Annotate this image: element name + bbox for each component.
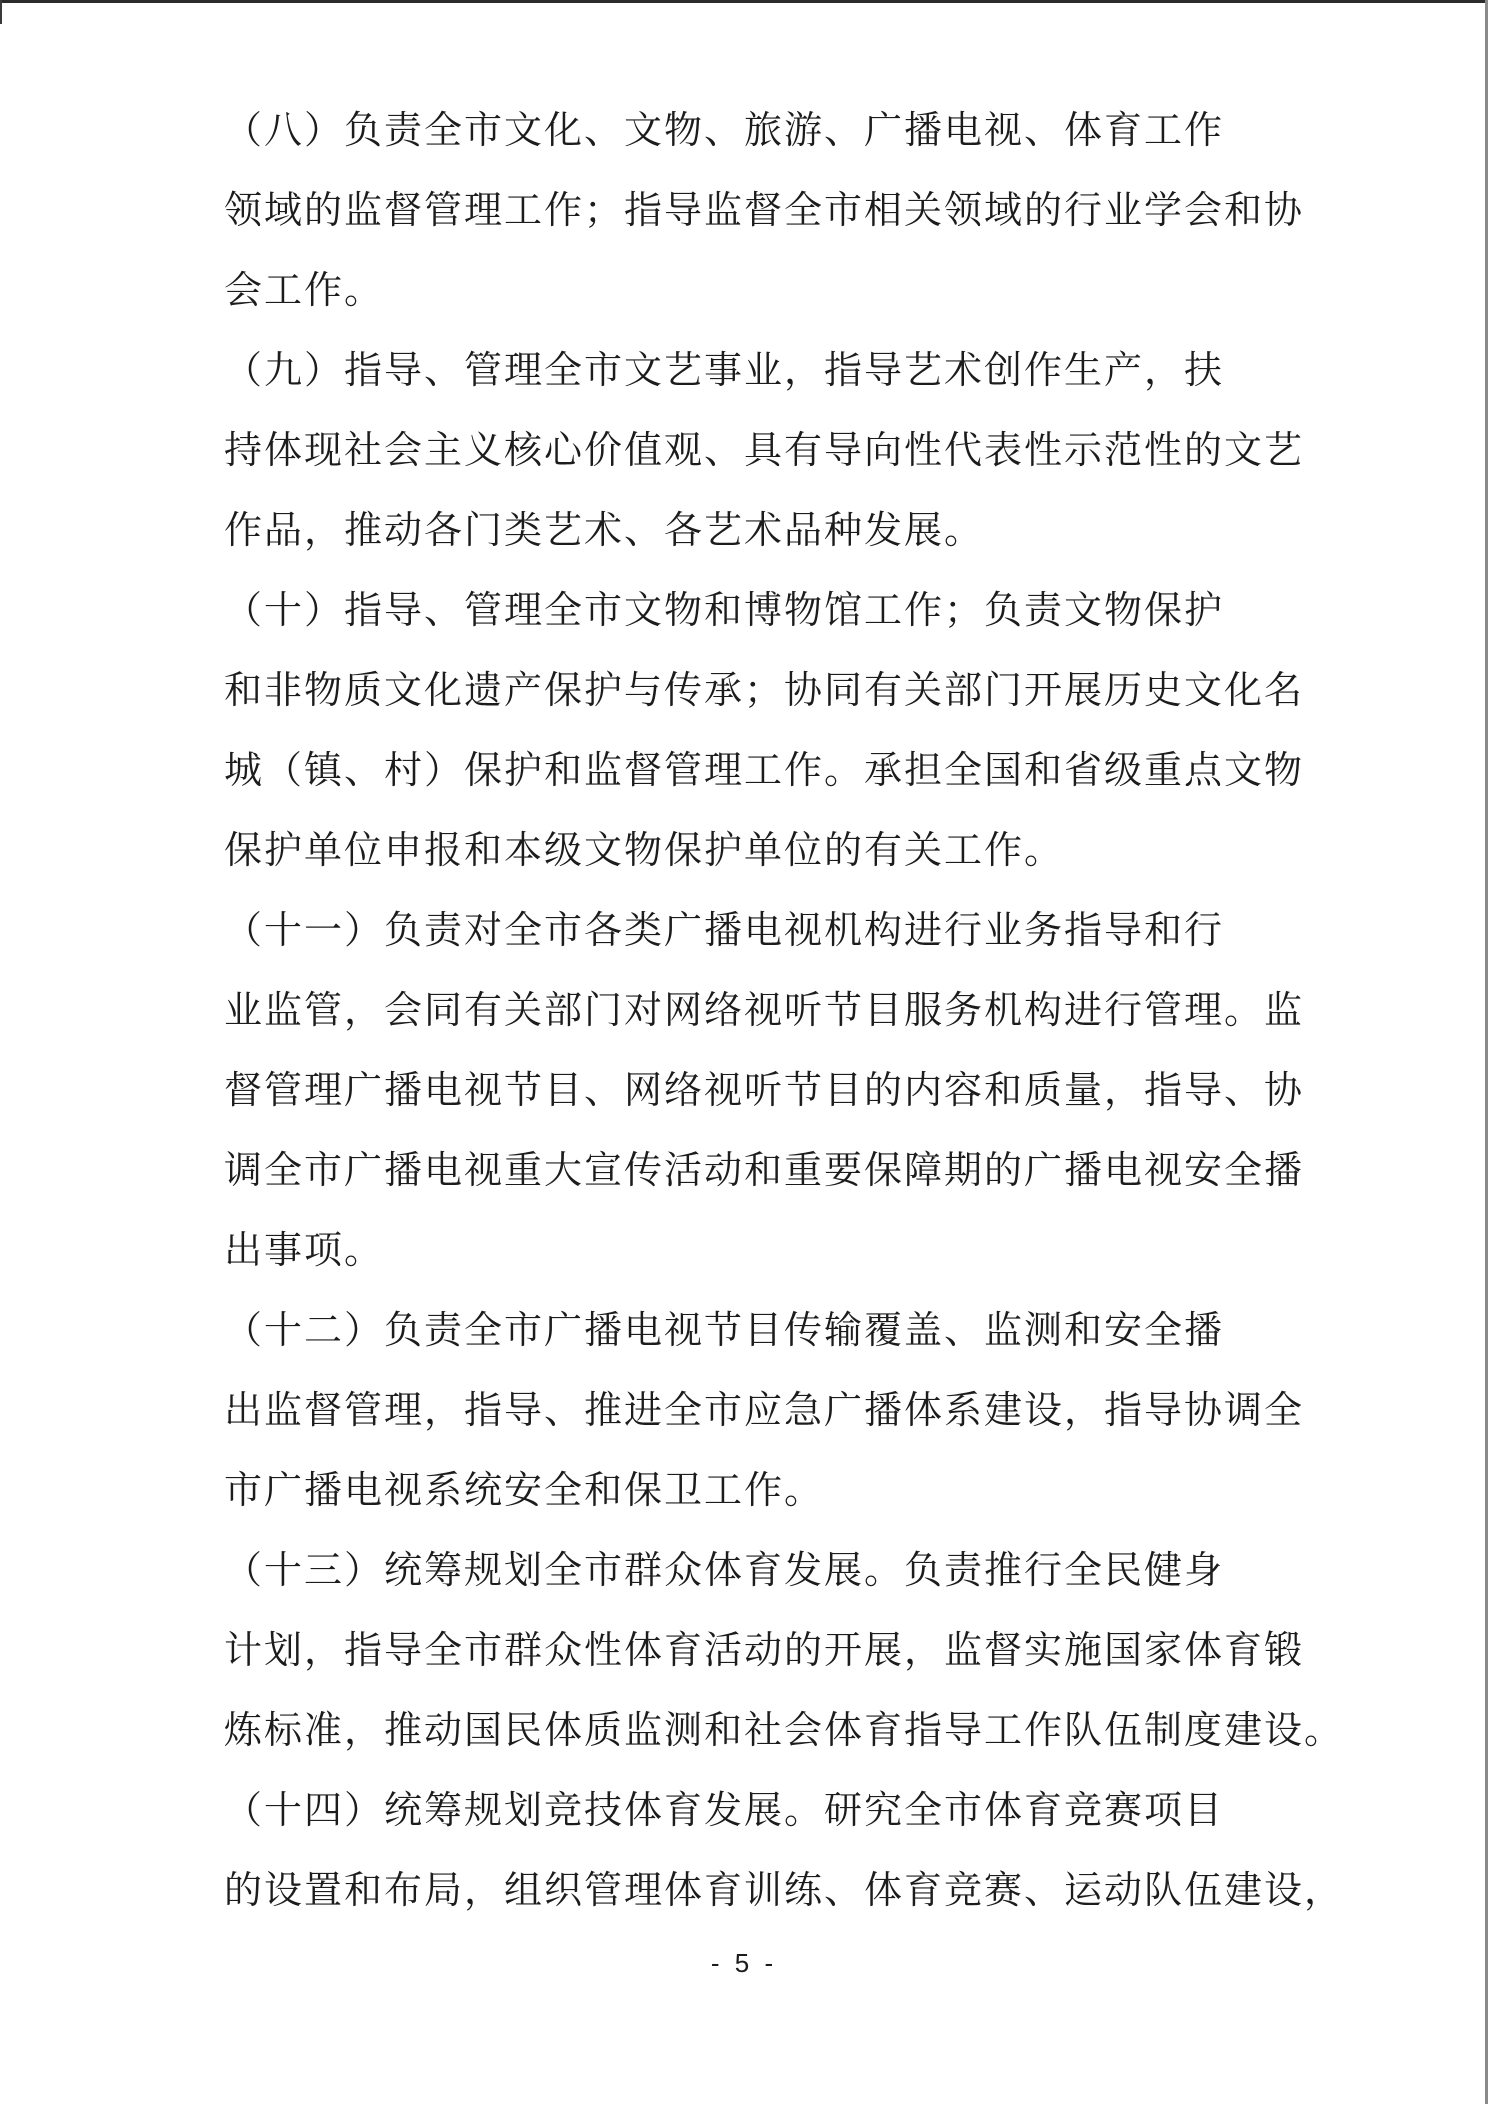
document-line: （十二）负责全市广播电视节目传输覆盖、监测和安全播 <box>224 1310 1225 1352</box>
page-top-edge <box>0 0 1488 3</box>
document-line: 炼标准，推动国民体质监测和社会体育指导工作队伍制度建设。 <box>224 1710 1345 1752</box>
page-left-edge-mark <box>0 0 2 24</box>
document-line: （十）指导、管理全市文物和博物馆工作；负责文物保护 <box>224 590 1225 632</box>
document-line: （十三）统筹规划全市群众体育发展。负责推行全民健身 <box>224 1550 1225 1592</box>
document-line: 业监管，会同有关部门对网络视听节目服务机构进行管理。监 <box>224 990 1305 1032</box>
document-line: （八）负责全市文化、文物、旅游、广播电视、体育工作 <box>224 110 1225 152</box>
document-line: 持体现社会主义核心价值观、具有导向性代表性示范性的文艺 <box>224 430 1305 472</box>
document-line: （十一）负责对全市各类广播电视机构进行业务指导和行 <box>224 910 1225 952</box>
document-line: 会工作。 <box>224 270 385 312</box>
page-number: - 5 - <box>710 1948 778 1978</box>
document-line: 作品，推动各门类艺术、各艺术品种发展。 <box>224 510 985 552</box>
document-line: 和非物质文化遗产保护与传承；协同有关部门开展历史文化名 <box>224 670 1305 712</box>
document-line: （十四）统筹规划竞技体育发展。研究全市体育竞赛项目 <box>224 1790 1225 1832</box>
document-line: 城（镇、村）保护和监督管理工作。承担全国和省级重点文物 <box>224 750 1305 792</box>
document-line: 调全市广播电视重大宣传活动和重要保障期的广播电视安全播 <box>224 1150 1305 1192</box>
document-line: 的设置和布局，组织管理体育训练、体育竞赛、运动队伍建设， <box>224 1870 1345 1912</box>
document-line: （九）指导、管理全市文艺事业，指导艺术创作生产，扶 <box>224 350 1225 392</box>
document-line: 出监督管理，指导、推进全市应急广播体系建设，指导协调全 <box>224 1390 1305 1432</box>
document-line: 出事项。 <box>224 1230 385 1272</box>
document-line: 督管理广播电视节目、网络视听节目的内容和质量，指导、协 <box>224 1070 1305 1112</box>
document-body <box>224 91 1345 1931</box>
document-line: 市广播电视系统安全和保卫工作。 <box>224 1470 825 1512</box>
document-line: 保护单位申报和本级文物保护单位的有关工作。 <box>224 830 1065 872</box>
document-line: 计划，指导全市群众性体育活动的开展，监督实施国家体育锻 <box>224 1630 1305 1672</box>
document-line: 领域的监督管理工作；指导监督全市相关领域的行业学会和协 <box>224 190 1305 232</box>
